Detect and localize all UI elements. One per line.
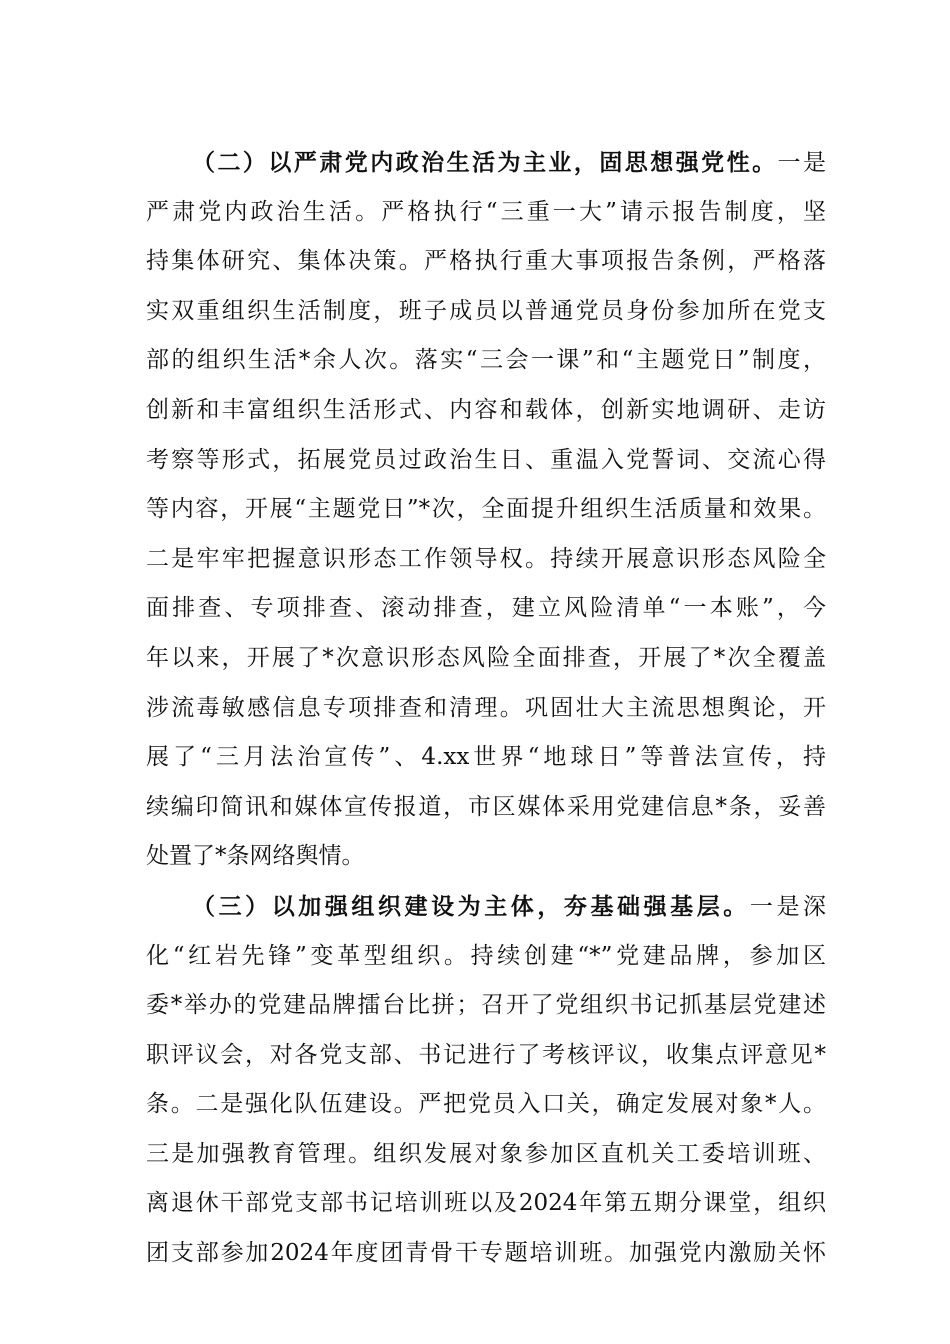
section-3 [146,882,826,1279]
document-body [146,138,826,1279]
paragraph-line: 考察等形式，拓展党员过政治生日、重温入党誓词、交流心得 [146,446,826,473]
paragraph-line: 处置了*条网络舆情。 [146,843,365,870]
paragraph-line: 等内容，开展“主题党日”*次，全面提升组织生活质量和效果。 [146,496,826,523]
paragraph-line: 持集体研究、集体决策。严格执行重大事项报告条例，严格落 [146,248,826,275]
section-3-heading: （三）以加强组织建设为主体，夯基础强基层。 [192,892,750,920]
paragraph-line: 三是加强教育管理。组织发展对象参加区直机关工委培训班、 [146,1140,826,1167]
section-2-line-1 [146,138,826,188]
paragraph-line: 创新和丰富组织生活形式、内容和载体，创新实地调研、走访 [146,396,826,423]
section-2 [146,138,826,882]
paragraph-line: 团支部参加2024年度团青骨干专题培训班。加强党内激励关怀 [146,1240,826,1267]
paragraph-line: 委*举办的党建品牌擂台比拼；召开了党组织书记抓基层党建述 [146,992,826,1019]
section-2-heading: （二）以严肃党内政治生活为主业，固思想强党性。 [192,149,778,176]
paragraph-line: 职评议会，对各党支部、书记进行了考核评议，收集点评意见* [146,1041,826,1068]
paragraph-line: 实双重组织生活制度，班子成员以普通党员身份参加所在党支 [146,297,826,324]
paragraph-line: 面排查、专项排查、滚动排查，建立风险清单“一本账”，今 [146,595,826,622]
paragraph-line: 严肃党内政治生活。严格执行“三重一大”请示报告制度，坚 [146,198,826,225]
section-3-line-1-rest: 一是深 [749,893,827,920]
section-2-line-1-rest: 一是 [777,150,827,176]
paragraph-line: 年以来，开展了*次意识形态风险全面排查，开展了*次全覆盖 [146,644,826,671]
section-3-line-1 [146,882,826,932]
paragraph-line: 续编印简讯和媒体宣传报道，市区媒体采用党建信息*条，妥善 [146,793,826,820]
paragraph-line: 离退休干部党支部书记培训班以及2024年第五期分课堂，组织 [146,1190,826,1217]
paragraph-line: 展了“三月法治宣传”、4.xx世界“地球日”等普法宣传，持 [146,744,826,771]
paragraph-line: 条。二是强化队伍建设。严把党员入口关，确定发展对象*人。 [146,1091,826,1118]
paragraph-line: 涉流毒敏感信息专项排查和清理。巩固壮大主流思想舆论，开 [146,694,826,721]
paragraph-line: 化“红岩先锋”变革型组织。持续创建“*”党建品牌，参加区 [146,942,826,969]
paragraph-line: 部的组织生活*余人次。落实“三会一课”和“主题党日”制度， [146,347,826,374]
paragraph-line: 二是牢牢把握意识形态工作领导权。持续开展意识形态风险全 [146,545,826,572]
